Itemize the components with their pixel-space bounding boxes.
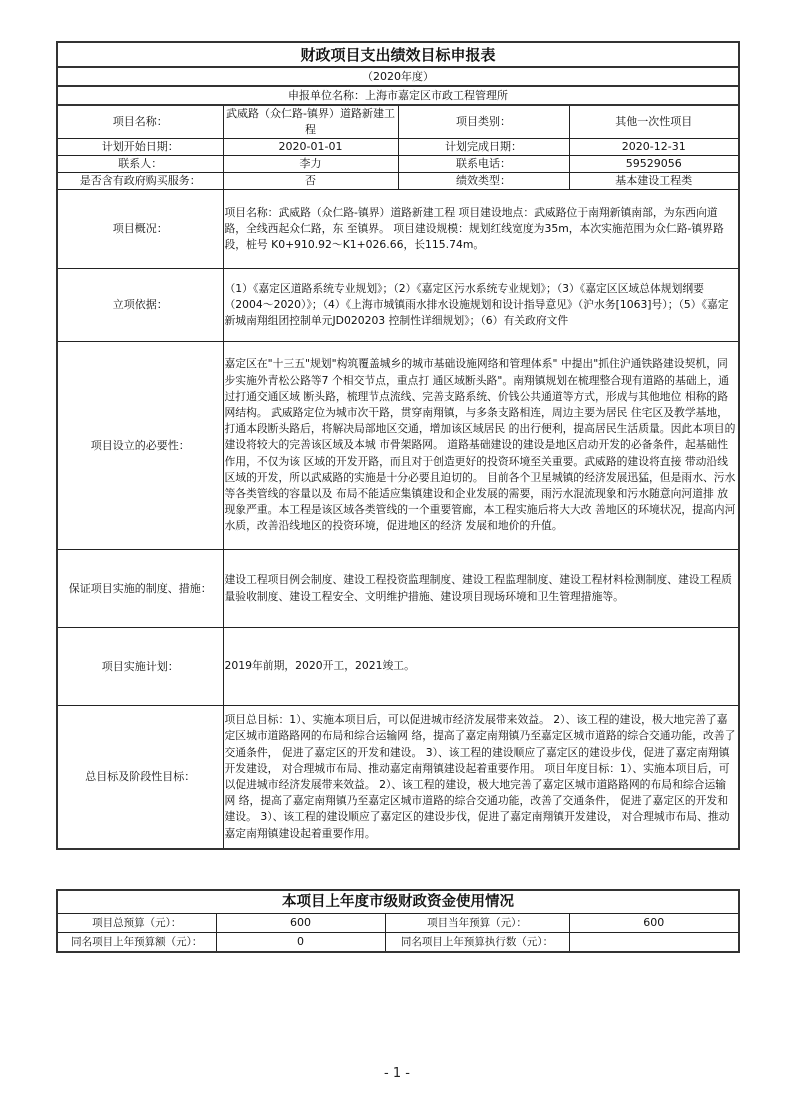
current-budget-label: 项目当年预算（元）： — [385, 914, 569, 933]
perf-type-label: 绩效类型： — [398, 173, 569, 190]
plan-label: 项目实施计划： — [57, 628, 223, 706]
total-budget-value: 600 — [216, 914, 385, 933]
total-budget-label: 项目总预算（元）： — [57, 914, 216, 933]
necessity-text: 嘉定区在"十三五"规划"构筑覆盖城乡的城市基础设施网络和管理体系" 中提出"抓住沪通铁路建设契机，同步实施外青松公路等7 个相交节点，重点打 通区域断头路"。南翔镇规划在梳理整合现有道路的基础上，通过打通交通区域 断头路，梳理节点流线、完善支路系统、价钱公共通道等方式，形成与其他地位 相称的路网结构。 武威路定位为城市次干路，贯穿南翔镇，与多条支路相连，周边主要为居民 住宅区及教学基地，打通本段断头路后，将解决局部地区交通，增加该区域居民 的出行便利，提高居民生活质量。因此本项目的建设将较大的完善该区域及本城 市骨架路网。 道路基础建设的建设是地区启动开发的必备条件，起基础性作用，不仅为该 区域的开发开路，而且对于创造更好的投资环境至关重要。武威路的建设将直接 带动沿线区域的开发，所以武威路的实施是十分必要且迫切的。 目前各个卫星城镇的经济发展迅猛，但是雨水、污水等各类管线的容量以及 布局不能适应集镇建设和企业发展的需要，雨污水混流现象和污水随意向河道排 放现象严重。本工程是该区域各类管线的一个重要管廊，本工程实施后将大大改 善地区的环境状况，提高内河水质，改善沿线地区的投资环境，促进地区的经济 发展和地价的升值。 — [223, 342, 739, 550]
overview-text: 项目名称：武威路（众仁路-镇界）道路新建工程 项目建设地点：武威路位于南翔新镇南部，为东西向道路，全线西起众仁路，东 至镇界。 项目建设规模：规划红线宽度为35m，本次实施范围为众仁路-镇界路段，桩号 K0+910.92～K1+026.66，长115.74m。 — [223, 190, 739, 269]
performance-goal-form — [56, 41, 740, 850]
prev-exec-label: 同名项目上年预算执行数（元）： — [385, 933, 569, 953]
prev-exec-value — [569, 933, 739, 953]
category-value: 其他一次性项目 — [569, 105, 739, 139]
measures-label: 保证项目实施的制度、措施： — [57, 550, 223, 628]
plan-text: 2019年前期，2020开工，2021竣工。 — [223, 628, 739, 706]
end-date-value: 2020-12-31 — [569, 139, 739, 156]
perf-type-value: 基本建设工程类 — [569, 173, 739, 190]
necessity-label: 项目设立的必要性： — [57, 342, 223, 550]
budget-usage-table — [56, 889, 740, 953]
current-budget-value: 600 — [569, 914, 739, 933]
overview-label: 项目概况： — [57, 190, 223, 269]
start-date-label: 计划开始日期： — [57, 139, 223, 156]
start-date-value: 2020-01-01 — [223, 139, 398, 156]
contact-value: 李力 — [223, 156, 398, 173]
project-name-label: 项目名称： — [57, 105, 223, 139]
gov-purchase-value: 否 — [223, 173, 398, 190]
contact-label: 联系人： — [57, 156, 223, 173]
basis-text: （1）《嘉定区道路系统专业规划》；（2）《嘉定区污水系统专业规划》；（3）《嘉定区区域总体规划纲要（2004～2020）》；（4）《上海市城镇雨水排水设施规划和设计指导意见》（沪水务[1063]号）；（5）《嘉定新城南翔组团控制单元JD020203 控制性详细规划》；（6）有关政府文件 — [223, 269, 739, 342]
prev-budget-label: 同名项目上年预算额（元）： — [57, 933, 216, 953]
form-year: （2020年度） — [57, 67, 739, 86]
goals-text: 项目总目标：1）、实施本项目后，可以促进城市经济发展带来效益。 2）、该工程的建设，极大地完善了嘉定区城市道路路网的布局和综合运输网 络，提高了嘉定南翔镇乃至嘉定区城市道路的综合交通功能，改善了交通条件， 促进了嘉定区的开发和建设。 3）、该工程的建设顺应了嘉定区的建设步伐，促进了嘉定南翔镇开发建设， 对合理城市布局、推动嘉定南翔镇建设起着重要作用。 项目年度目标：1）、实施本项目后，可以促进城市经济发展带来效益。 2）、该工程的建设，极大地完善了嘉定区城市道路路网的布局和综合运输网 络，提高了嘉定南翔镇乃至嘉定区城市道路的综合交通功能，改善了交通条件， 促进了嘉定区的开发和建设。 3）、该工程的建设顺应了嘉定区的建设步伐，促进了嘉定南翔镇开发建设， 对合理城市布局、推动嘉定南翔镇建设起着重要作用。 — [223, 706, 739, 850]
gov-purchase-label: 是否含有政府购买服务： — [57, 173, 223, 190]
project-name-value: 武威路（众仁路-镇界）道路新建工程 — [223, 105, 398, 139]
reporting-unit: 申报单位名称：上海市嘉定区市政工程管理所 — [57, 86, 739, 105]
phone-label: 联系电话： — [398, 156, 569, 173]
category-label: 项目类别： — [398, 105, 569, 139]
basis-label: 立项依据： — [57, 269, 223, 342]
phone-value: 59529056 — [569, 156, 739, 173]
measures-text: 建设工程项目例会制度、建设工程投资监理制度、建设工程监理制度、建设工程材料检测制度、建设工程质量验收制度、建设工程安全、文明维护措施、建设项目现场环境和卫生管理措施等。 — [223, 550, 739, 628]
budget-title: 本项目上年度市级财政资金使用情况 — [57, 890, 739, 914]
page-number: - 1 - — [384, 1066, 410, 1081]
end-date-label: 计划完成日期： — [398, 139, 569, 156]
goals-label: 总目标及阶段性目标： — [57, 706, 223, 850]
prev-budget-value: 0 — [216, 933, 385, 953]
form-title: 财政项目支出绩效目标申报表 — [57, 42, 739, 67]
